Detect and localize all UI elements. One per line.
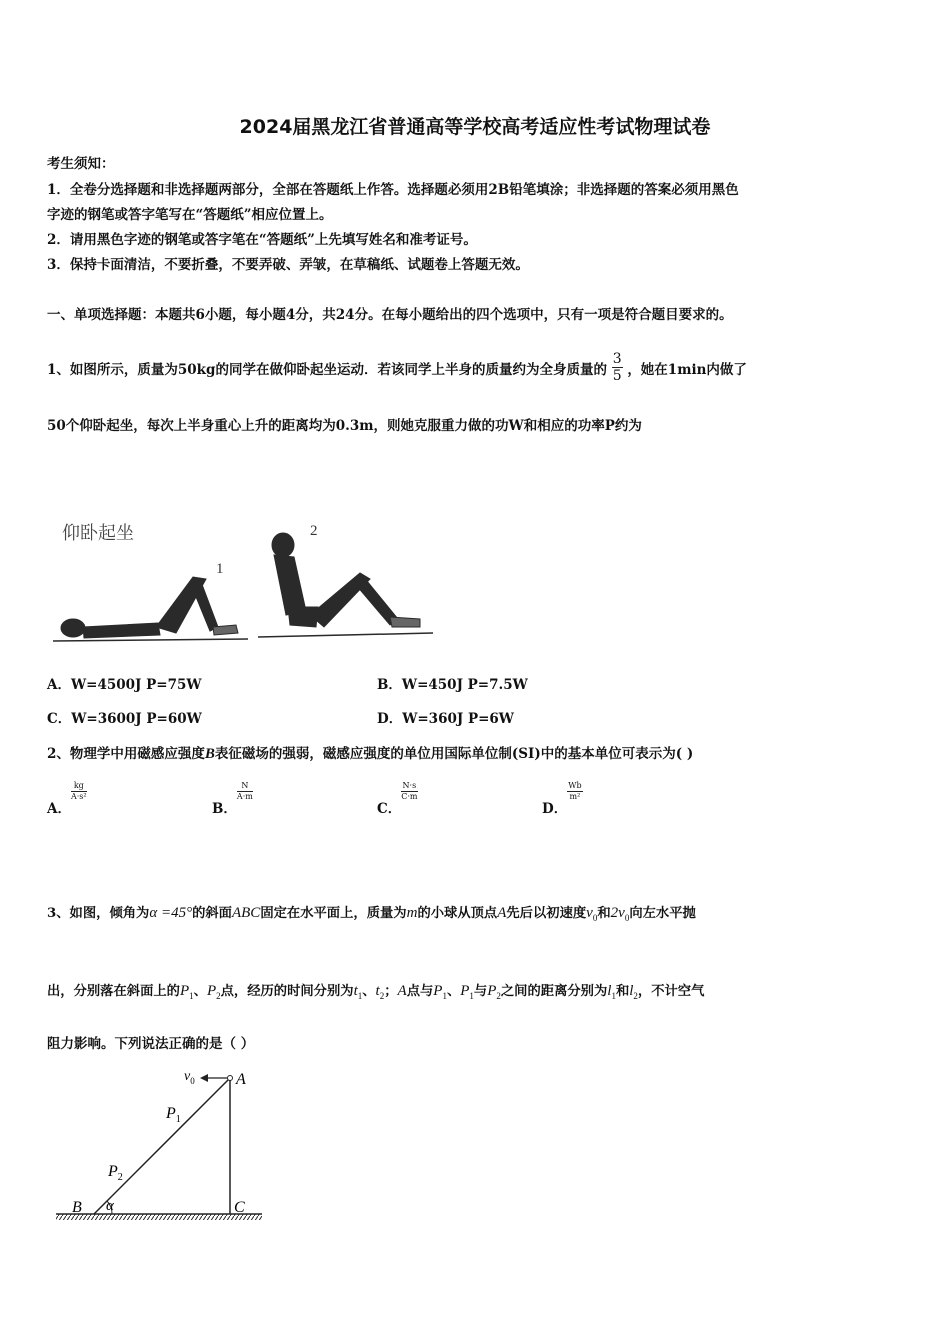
unit-fraction: [237, 782, 253, 801]
math-m: m: [406, 905, 418, 921]
math-abc: ABC: [231, 905, 261, 921]
math-subscript: 2: [633, 991, 638, 1001]
math-p1: [433, 983, 447, 999]
question-1-text-b: ，她在1min内做了: [627, 362, 747, 378]
math-subscript: 1: [357, 991, 363, 1001]
question-3-text: 点，经历的时间分别为: [220, 984, 354, 999]
figure-caption: 仰卧起坐: [62, 523, 134, 543]
ball: [228, 1076, 233, 1081]
question-1-option-d[interactable]: D．W=360J P=6W: [377, 711, 514, 727]
question-2-option-a[interactable]: [47, 782, 87, 817]
page-title: 2024届黑龙江省普通高等学校高考适应性考试物理试卷: [239, 116, 711, 138]
math-subscript: 2: [117, 1172, 123, 1183]
arrow-head-icon: [200, 1074, 208, 1082]
question-1-fraction: [612, 352, 623, 383]
option-label: C．: [377, 801, 402, 817]
question-2-option-c[interactable]: [377, 782, 418, 817]
question-3-text: 、: [446, 984, 461, 999]
math-p1-b: [460, 983, 474, 999]
label-p2: [107, 1163, 123, 1183]
math-symbol: P: [433, 983, 443, 999]
math-symbol: t: [375, 983, 380, 999]
question-1-line-1: [47, 352, 747, 383]
fraction-denominator: C·m: [401, 792, 418, 801]
unit-fraction: [71, 782, 87, 801]
question-1-option-b[interactable]: B．W=450J P=7.5W: [377, 677, 528, 693]
question-3-text: 出，分别落在斜面上的: [47, 984, 180, 999]
math-subscript: 1: [442, 991, 447, 1001]
question-3-text: 之间的距离分别为: [500, 984, 608, 999]
question-3-text: 与: [473, 984, 488, 999]
math-t2: [376, 983, 385, 999]
math-subscript: 1: [175, 1114, 181, 1125]
question-3-text: 和: [597, 906, 611, 921]
question-3-text: 固定在水平面上，质量为: [260, 906, 407, 921]
figure-label-2: 2: [310, 523, 318, 539]
option-label: A．: [47, 801, 71, 817]
question-3-text: 的小球从顶点: [417, 906, 498, 921]
option-label: D．: [542, 801, 568, 817]
label-c: C: [234, 1199, 245, 1216]
question-3-line-2: [47, 980, 704, 1001]
question-3-text: 、: [193, 984, 207, 999]
question-1-line-2: 50个仰卧起坐，每次上半身重心上升的距离均为0.3m，则她克服重力做的功W和相应的功率P约为: [47, 418, 642, 434]
question-3-line-3: 阻力影响。下列说法正确的是（ ）: [47, 1036, 255, 1052]
math-symbol: P: [179, 983, 190, 999]
fraction-numerator: N: [237, 782, 253, 792]
fraction-numerator: 3: [612, 351, 622, 367]
math-alpha-45: α =45°: [149, 905, 193, 921]
label-v0: [184, 1069, 195, 1086]
notice-item-2: 2．请用黑色字迹的钢笔或答字笔在“答题纸”上先填写姓名和准考证号。: [47, 232, 477, 248]
notice-item-1-line-2: 字迹的钢笔或答字笔写在“答题纸”相应位置上。: [47, 207, 333, 223]
question-3-text: 点与: [406, 984, 434, 999]
math-p1: [180, 983, 194, 999]
ground-hatch: [56, 1214, 262, 1220]
math-p2: [207, 983, 221, 999]
fraction-numerator: N·s: [402, 781, 417, 790]
math-subscript: 0: [624, 913, 630, 923]
math-symbol: P: [460, 983, 470, 999]
sit-up-figure: [48, 515, 438, 650]
fraction-denominator: A·s²: [70, 792, 87, 801]
question-2-option-d[interactable]: [542, 782, 583, 817]
question-3-text: 先后以初速度: [506, 906, 587, 921]
math-l2: [629, 983, 638, 999]
math-symbol: P: [108, 1163, 118, 1180]
math-2v0: [611, 905, 630, 921]
math-subscript: 1: [189, 991, 194, 1001]
math-symbol: P: [487, 983, 497, 999]
question-3-text: ；: [384, 984, 398, 999]
notice-item-1-line-1: 1．全卷分选择题和非选择题两部分，全部在答题纸上作答。选择题必须用2B铅笔填涂；非选择题的答案必须用黑色: [47, 182, 739, 198]
fraction-denominator: m²: [569, 792, 581, 801]
math-a: A: [497, 905, 507, 921]
person-2-sitting: [258, 533, 433, 637]
math-subscript: 2: [379, 991, 385, 1001]
question-2-text-b: 表征磁场的强弱，磁感应强度的单位用国际单位制(SI)中的基本单位可表示为( ): [214, 746, 694, 762]
question-3-text: 和: [615, 984, 630, 999]
person-1-lying: [53, 577, 248, 641]
math-subscript: 2: [496, 991, 501, 1001]
incline-figure: [50, 1060, 270, 1230]
fraction-numerator: Wb: [568, 781, 582, 790]
math-t1: [354, 983, 363, 999]
question-3-text: 、: [362, 984, 376, 999]
question-3-text: 向左水平抛: [629, 906, 696, 921]
math-symbol: v: [184, 1069, 191, 1084]
unit-fraction: [401, 782, 417, 801]
question-3-text: 的斜面: [192, 906, 232, 921]
fraction-numerator: kg: [71, 782, 87, 792]
math-v0: [586, 905, 597, 921]
math-p2-b: [487, 983, 501, 999]
question-1-text-a: 1、如图所示，质量为50kg的同学在做仰卧起坐运动．若该同学上半身的质量约为全身质量的: [47, 362, 607, 378]
notice-item-3: 3．保持卡面清洁，不要折叠，不要弄破、弄皱，在草稿纸、试题卷上答题无效。: [47, 257, 529, 273]
question-2-option-b[interactable]: [212, 782, 253, 817]
label-b: B: [72, 1199, 82, 1216]
question-2-symbol-b: B: [204, 746, 215, 762]
question-3-text: 3、如图，倾角为: [47, 906, 150, 921]
fraction-denominator: A·m: [236, 792, 253, 801]
math-subscript: 1: [611, 991, 616, 1001]
math-symbol: t: [353, 983, 358, 999]
question-3-line-1: [47, 902, 696, 923]
question-2-text-a: 2、物理学中用磁感应强度: [47, 746, 205, 762]
math-subscript: 1: [469, 991, 474, 1001]
math-l1: [607, 983, 616, 999]
math-symbol: P: [206, 983, 217, 999]
section-1-heading: 一、单项选择题：本题共6小题，每小题4分，共24分。在每小题给出的四个选项中，只有一项是符合题目要求的。: [47, 307, 733, 323]
label-p1: [165, 1105, 181, 1125]
math-symbol: l: [607, 983, 612, 999]
math-subscript: 0: [592, 913, 598, 923]
math-subscript: 2: [216, 991, 221, 1001]
question-1-option-c[interactable]: C．W=3600J P=60W: [47, 711, 202, 727]
unit-fraction: [567, 782, 582, 801]
math-symbol: P: [166, 1105, 176, 1122]
label-a: A: [236, 1071, 246, 1088]
math-a: A: [397, 983, 407, 999]
notice-heading: 考生须知：: [47, 156, 115, 172]
question-1-option-a[interactable]: A．W=4500J P=75W: [47, 677, 202, 693]
option-label: B．: [212, 801, 237, 817]
math-symbol: l: [629, 983, 634, 999]
math-subscript: 0: [190, 1076, 195, 1086]
math-symbol: 2v: [610, 905, 625, 921]
slope-ab: [94, 1078, 230, 1214]
fraction-denominator: 5: [612, 368, 622, 384]
question-2-text: [47, 742, 693, 763]
question-3-text: ，不计空气: [637, 984, 705, 999]
math-symbol: v: [586, 905, 593, 921]
label-alpha: α: [106, 1198, 114, 1214]
figure-label-1: 1: [216, 561, 224, 577]
